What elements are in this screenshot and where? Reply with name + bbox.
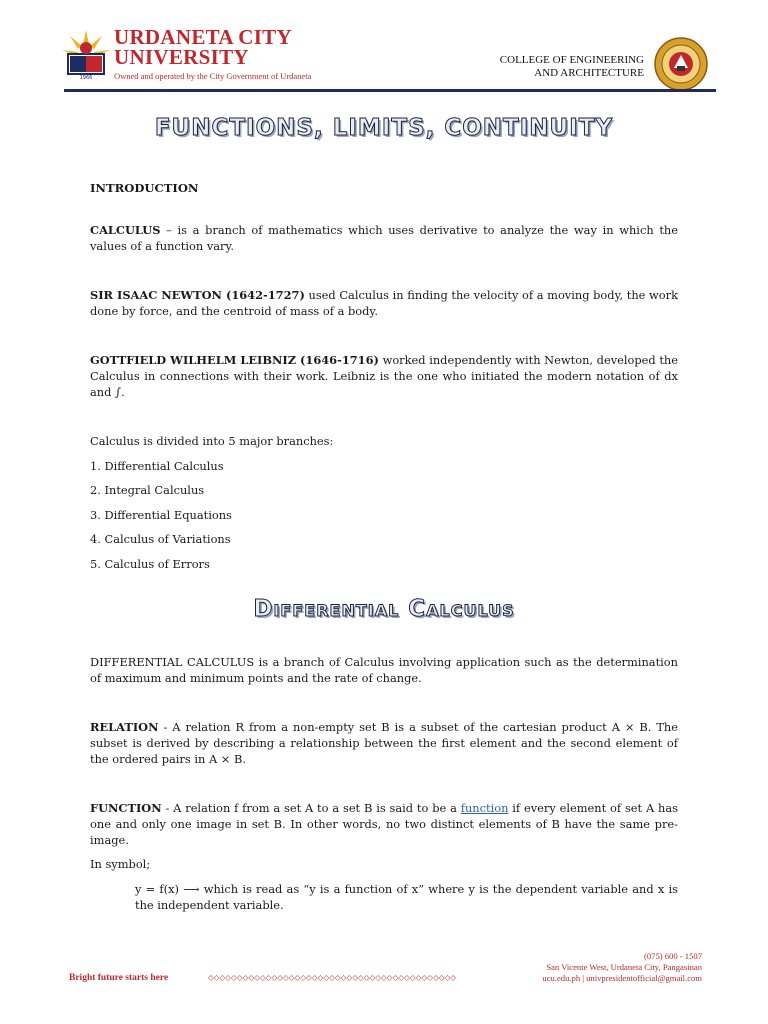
university-tagline: Owned and operated by the City Government of Urdaneta <box>114 71 312 81</box>
university-name-line1: URDANETA CITY <box>114 25 292 49</box>
relation-paragraph <box>90 719 678 767</box>
college-name <box>500 54 644 80</box>
leibniz-paragraph <box>90 352 678 400</box>
college-name-line2: AND ARCHITECTURE <box>534 67 644 79</box>
leibniz-text: worked independently with Newton, developed the Calculus in connections with their work. Leibniz is the one who initiated the modern notation of dx and ∫. <box>90 353 678 399</box>
page-title: FUNCTIONS, LIMITS, CONTINUITY <box>154 115 614 141</box>
university-logo <box>60 28 112 80</box>
list-item: 1. Differential Calculus <box>90 459 224 473</box>
relation-term: RELATION <box>90 720 159 734</box>
newton-text: used Calculus in finding the velocity of a moving body, the work done by force, and the centroid of mass of a body. <box>90 288 678 318</box>
function-link[interactable]: function <box>460 801 509 815</box>
list-item: 5. Calculus of Errors <box>90 557 210 571</box>
branches-intro: Calculus is divided into 5 major branches: <box>90 434 334 448</box>
symbol-definition: y = f(x) ⟶ which is read as “y is a function of x” where y is the dependent variable and x is the independent variable. <box>135 882 678 912</box>
calculus-paragraph <box>90 222 678 254</box>
list-item: 4. Calculus of Variations <box>90 532 231 546</box>
function-term: FUNCTION <box>90 801 162 815</box>
calculus-text: – is a branch of mathematics which uses derivative to analyze the way in which the values of a function vary. <box>90 223 678 253</box>
relation-text: - A relation R from a non-empty set B is a subset of the cartesian product A × B. The subset is derived by describing a relationship between the first element and the second element of the ordered pairs in A × B. <box>90 720 678 766</box>
function-paragraph <box>90 800 678 848</box>
section-title: Differential Calculus <box>253 596 515 622</box>
in-symbol-label: In symbol; <box>90 857 151 871</box>
university-name <box>114 27 292 67</box>
footer-web-email: ucu.edu.ph | univpresidentofficial@gmail.com <box>542 973 702 983</box>
logo-year: 1966 <box>79 75 93 80</box>
footer-phone: (075) 600 - 1507 <box>644 951 702 961</box>
list-item: 2. Integral Calculus <box>90 483 205 497</box>
header-divider <box>64 89 716 92</box>
footer-address: San Vicente West, Urdaneta City, Pangasinan <box>546 962 702 972</box>
newton-term: SIR ISAAC NEWTON (1642-1727) <box>90 288 305 302</box>
differential-paragraph: DIFFERENTIAL CALCULUS is a branch of Calculus involving application such as the determination of maximum and minimum points and the rate of change. <box>90 655 678 685</box>
list-item: 3. Differential Equations <box>90 508 232 522</box>
footer-contact <box>542 951 702 984</box>
function-text-before: - A relation f from a set A to a set B is said to be a <box>161 801 461 815</box>
calculus-term: CALCULUS <box>90 223 161 237</box>
college-name-line1: COLLEGE OF ENGINEERING <box>499 54 644 66</box>
footer-motto: Bright future starts here <box>69 973 169 983</box>
newton-paragraph <box>90 287 678 319</box>
university-name-line2: UNIVERSITY <box>114 45 249 69</box>
introduction-heading: INTRODUCTION <box>90 181 199 195</box>
footer-diamond-divider: ◇◇◇◇◇◇◇◇◇◇◇◇◇◇◇◇◇◇◇◇◇◇◇◇◇◇◇◇◇◇◇◇◇◇◇◇◇◇◇◇◇◇◇ <box>208 973 457 982</box>
page-header <box>0 0 768 92</box>
college-seal-icon <box>654 37 708 91</box>
function-text-after: if every element of set A has one and only one image in set B. In other words, no two distinct elements of B have the same pre-image. <box>90 801 678 847</box>
leibniz-term: GOTTFIELD WILHELM LEIBNIZ (1646-1716) <box>90 353 379 367</box>
